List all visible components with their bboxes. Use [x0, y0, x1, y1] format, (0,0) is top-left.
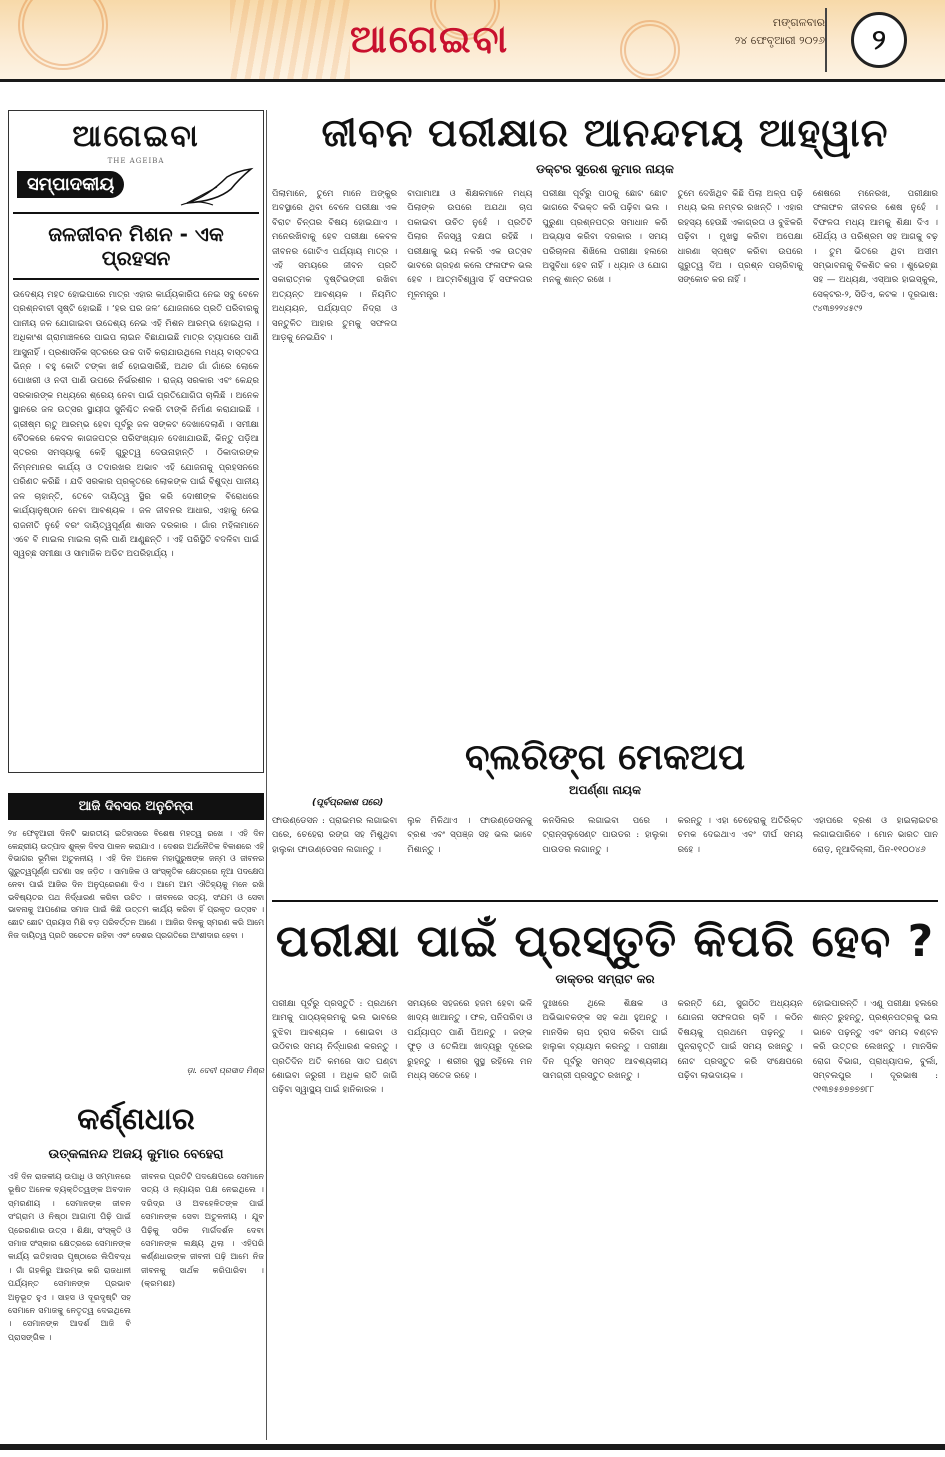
article-column: ଲୁକ ମିଳିଥାଏ । ଫାଉଣ୍ଡେସନକୁ ବ୍ରଶ ଏବଂ ସ୍ପଞ୍ଜ ସହ ଭଲ ଭାବେ ମିଶାନ୍ତୁ । [407, 816, 533, 855]
left-column [8, 110, 264, 1432]
article-author: ଡାକ୍ତର ସମ୍ରାଟ କର [555, 972, 655, 986]
article-columns [272, 187, 938, 707]
footer-rule [0, 1444, 945, 1450]
article-column: ଶେଷରେ ମନେରଖ, ପରୀକ୍ଷାର ଫଳାଫଳ ଜୀବନର ଶେଷ ନୁହେଁ । ବିଫଳତା ମଧ୍ୟ ଆମକୁ ଶିକ୍ଷା ଦିଏ । ଧୈର୍ଯ୍ୟ ଓ ପରିଶ୍ରମ ସହ ଆଗକୁ ବଢ଼ । ତୁମ ଭିତରେ ଥିବା ଅସୀମ ସମ୍ଭାବନାକୁ ବିକଶିତ କର । ଶୁଭେଚ୍ଛା ସହ — ଅଧ୍ୟକ୍ଷ, ଏସ୍‌ଆର ହାଇସ୍କୁଲ, ସେକ୍ଟର-୨, ସିଡିଏ, କଟକ । ଦୂରଭାଷ: ୯୪୩୭୨୨୪୫୯୨ [812, 189, 938, 315]
editorial-logo [13, 115, 259, 165]
karnadhar-column: ଏହି ଦିନ ରାଜକୀୟ ଉପାଧି ଓ ସମ୍ମାନରେ ଭୂଷିତ ଅନେକ ବ୍ୟକ୍ତିତ୍ୱଙ୍କ ଅବଦାନ ସ୍ମରଣୀୟ । ସେମାନଙ୍କ ଜୀବନ ସଂଗ୍ରାମ ଓ ନିଷ୍ଠା ଆଗାମୀ ପିଢ଼ି ପାଇଁ ପ୍ରେରଣାର ଉତ୍ସ । ଶିକ୍ଷା, ସଂସ୍କୃତି ଓ ସମାଜ ସଂସ୍କାର କ୍ଷେତ୍ରରେ ସେମାନଙ୍କ କାର୍ଯ୍ୟ ଇତିହାସର ପୃଷ୍ଠାରେ ଲିପିବଦ୍ଧ । ଗାଁ ଗହଳିରୁ ଆରମ୍ଭ କରି ରାଜଧାନୀ ପର୍ଯ୍ୟନ୍ତ ସେମାନଙ୍କ ପ୍ରଭାବ ଅନୁଭୂତ ହୁଏ । ସାହସ ଓ ଦୂରଦୃଷ୍ଟି ସହ ସେମାନେ ସମାଜକୁ ନେତୃତ୍ୱ ଦେଇଥିଲେ । ସେମାନଙ୍କ ଆଦର୍ଶ ଆଜି ବି ପ୍ରାସଙ୍ଗିକ । [8, 1171, 131, 1342]
mandala-decoration [18, 0, 108, 70]
karnadhar-title: କର୍ଣ୍ଣଧାର [77, 1102, 195, 1137]
quill-icon [177, 167, 257, 207]
daily-thought-byline: ଡ଼ା. ଦେବୀ ପ୍ରସାଦ ମିଶ୍ର [186, 1066, 264, 1075]
article-column: ବାପାମାଆ ଓ ଶିକ୍ଷକମାନେ ମଧ୍ୟ ପିଲାଙ୍କ ଉପରେ ଅଯଥା ଚାପ ପକାଇବା ଉଚିତ ନୁହେଁ । ପ୍ରତିଟି ପିଲାର ନିଜସ୍ୱ ଦକ୍ଷତା ରହିଛି । ପରୀକ୍ଷାକୁ ଭୟ ନକରି ଏକ ଉତ୍ସବ ଭାବରେ ଗ୍ରହଣ କଲେ ଫଳାଫଳ ଭଲ ହେବ । ଆତ୍ମବିଶ୍ୱାସ ହିଁ ସଫଳତାର ମୂଳମନ୍ତ୍ର । [407, 189, 533, 300]
editorial-box [8, 110, 264, 773]
karnadhar-column: ଜୀବନର ପ୍ରତିଟି ପଦକ୍ଷେପରେ ସେମାନେ ସତ୍ୟ ଓ ନ୍ୟାୟର ପକ୍ଷ ନେଇଥିଲେ । ଦରିଦ୍ର ଓ ଅବହେଳିତଙ୍କ ପାଇଁ ସେମାନଙ୍କ ସେବା ଅତୁଳନୀୟ । ଯୁବ ପିଢ଼ିକୁ ସଠିକ ମାର୍ଗଦର୍ଶନ ଦେବା ସେମାନଙ୍କ ଲକ୍ଷ୍ୟ ଥିଲା । ଏହିପରି କର୍ଣ୍ଣଧାରଙ୍କ ଜୀବନୀ ପଢ଼ି ଆମେ ନିଜ ଜୀବନକୁ ସାର୍ଥକ କରିପାରିବା । (କ୍ରମଶଃ) [141, 1171, 264, 1289]
karnadhar-author: ଉତ୍କଳାନନ୍ଦ ଅଜୟ କୁମାର ବେହେରା [48, 1147, 224, 1162]
continued-tag: (ପୂର୍ବପ୍ରକାଶ ପରେ) [312, 798, 384, 808]
editorial-logo-sub: THE AGEIBA [107, 157, 165, 165]
issue-date: ୨୪ ଫେବୃଆରୀ ୨୦୨୬ [734, 34, 825, 47]
article-column: ଫାଉଣ୍ଡେସନ : ପ୍ରାଇମର ଲଗାଇବା ପରେ, ଚେହେରା ରଙ୍ଗ ସହ ମିଶୁଥିବା ହାଲୁକା ଫାଉଣ୍ଡେସନ ଲଗାନ୍ତୁ । [272, 816, 398, 855]
article-headline: ଜୀବନ ପରୀକ୍ଷାର ଆନନ୍ଦମୟ ଆହ୍ୱାନ [321, 111, 889, 156]
article-author: ଅପର୍ଣ୍ଣା ନାୟକ [569, 783, 641, 797]
article-column: ଦୁଃଖରେ ଥିଲେ ଶିକ୍ଷକ ଓ ଅଭିଭାବକଙ୍କ ସହ କଥା ହୁଅନ୍ତୁ । ମାନସିକ ଚାପ ହ୍ରାସ କରିବା ପାଇଁ ହାଲୁକା ବ୍ୟାୟାମ କରନ୍ତୁ । ପରୀକ୍ଷା ଦିନ ପୂର୍ବରୁ ସମସ୍ତ ଆବଶ୍ୟକୀୟ ସାମଗ୍ରୀ ପ୍ରସ୍ତୁତ ରଖନ୍ତୁ । [542, 999, 668, 1082]
article-columns [272, 814, 938, 884]
rays-decoration [230, 0, 350, 82]
masthead-divider [825, 8, 827, 72]
editorial-label: ସମ୍ପାଦକୀୟ [17, 171, 124, 198]
article-column: ତୁମେ ଦେଖିଥିବ କିଛି ପିଲା ଅଳ୍ପ ପଢ଼ି ମଧ୍ୟ ଭଲ ନମ୍ବର ରଖନ୍ତି । ଏହାର ରହସ୍ୟ ହେଉଛି ଏକାଗ୍ରତା ଓ ବୁଝିକରି ପଢ଼ିବା । ମୁଖସ୍ଥ କରିବା ଅପେକ୍ଷା ଧାରଣା ସ୍ପଷ୍ଟ କରିବା ଉପରେ ଗୁରୁତ୍ୱ ଦିଅ । ପ୍ରଶ୍ନ ପଚାରିବାକୁ ସଙ୍କୋଚ କର ନାହିଁ । [677, 189, 803, 286]
weekday: ମଙ୍ଗଳବାର [772, 16, 825, 29]
article-life-exam [272, 110, 938, 707]
article-column: ଏହାପରେ ବ୍ରଶ ଓ ହାଇଲାଇଟର ଲଗାଇପାରିବେ । ମୋନ ଭାରତ ପାନ ରୋଡ଼, ନୂଆଦିଲ୍ଲୀ, ପିନ-୧୧୦୦୪୬ [812, 816, 938, 855]
article-author: ଡକ୍ଟର ସୁରେଶ କୁମାର ନାୟକ [536, 162, 674, 176]
column-divider [266, 110, 267, 1440]
article-column: ପରୀକ୍ଷା ପୂର୍ବରୁ ପାଠକୁ ଛୋଟ ଛୋଟ ଭାଗରେ ବିଭକ୍ତ କରି ପଢ଼ିବା ଭଲ । ପୁରୁଣା ପ୍ରଶ୍ନପତ୍ର ସମାଧାନ କରି ଅଭ୍ୟାସ କରିବା ଦରକାର । ସମୟ ପରିଚାଳନା ଶିଖିଲେ ପରୀକ୍ଷା ହଲରେ ଅସୁବିଧା ହେବ ନାହିଁ । ଧ୍ୟାନ ଓ ଯୋଗ ମନକୁ ଶାନ୍ତ ରଖେ । [542, 189, 668, 286]
article-column: କରନ୍ତି ଯେ, ସୁଗଠିତ ଅଧ୍ୟୟନ ଯୋଜନା ସଫଳତାର ଚାବି । କଠିନ ବିଷୟକୁ ପ୍ରଥମେ ପଢ଼ନ୍ତୁ । ପୁନରାବୃତ୍ତି ପାଇଁ ସମୟ ରଖନ୍ତୁ । ନୋଟ ପ୍ରସ୍ତୁତ କରି ସଂକ୍ଷେପରେ ପଢ଼ିବା ଲାଭଦାୟକ । [677, 999, 803, 1082]
article-column: କନସିଲର ଲଗାଇବା ପରେ । ଟ୍ରାନ୍ସଲୁସେଣ୍ଟ ପାଉଡର : ହାଲୁକା ପାଉଡର ଲଗାନ୍ତୁ । [542, 816, 668, 855]
article-column: ପିଲାମାନେ, ତୁମେ ମାନେ ଅଙ୍କୁର ଅବସ୍ଥାରେ ଥିବା ବେଳେ ପରୀକ୍ଷା ଏକ ବିରାଟ ଚିନ୍ତାର ବିଷୟ ହୋଇଯାଏ । ମନେରଖିବାକୁ ହେବ ପରୀକ୍ଷା କେବଳ ଜୀବନର ଗୋଟିଏ ପର୍ଯ୍ୟାୟ ମାତ୍ର । ଏହି ସମୟରେ ଜୀବନ ପ୍ରତି ସକାରାତ୍ମକ ଦୃଷ୍ଟିଭଙ୍ଗୀ ରଖିବା ଅତ୍ୟନ୍ତ ଆବଶ୍ୟକ । ନିୟମିତ ଅଧ୍ୟୟନ, ପର୍ଯ୍ୟାପ୍ତ ନିଦ୍ରା ଓ ସନ୍ତୁଳିତ ଆହାର ତୁମକୁ ସଫଳତା ଆଡ଼କୁ ନେଇଯିବ । [272, 189, 398, 344]
page-number: ୨ [851, 12, 907, 68]
article-column: ସମୟରେ ସହଜରେ ହଜମ ହେବା ଭଳି ଖାଦ୍ୟ ଖାଆନ୍ତୁ । ଫଳ, ପନିପରିବା ଓ ପର୍ଯ୍ୟାପ୍ତ ପାଣି ପିଅନ୍ତୁ । ଜଙ୍କ ଫୁଡ଼ ଓ ତେଲିଆ ଖାଦ୍ୟରୁ ଦୂରେଇ ରୁହନ୍ତୁ । ଶରୀର ସୁସ୍ଥ ରହିଲେ ମନ ମଧ୍ୟ ସତେଜ ରହେ । [407, 999, 533, 1082]
article-headline: ପରୀକ୍ଷା ପାଇଁ ପ୍ରସ୍ତୁତି କିପରି ହେବ ? [275, 916, 935, 967]
editorial-logo-text: ଆଗେଇବା [72, 119, 200, 154]
editorial-body: ଉଦେଶ୍ୟ ମହତ ହୋଇପାରେ ମାତ୍ର ଏହାର କାର୍ଯ୍ୟକାରିତା ନେଇ ସବୁ ବେଳେ ପ୍ରଶ୍ନବାଚୀ ସୃଷ୍ଟି ହୋଇଛି । ‘ହର ଘର ଜଳ’ ଯୋଜନାରେ ପ୍ରତି ପରିବାରକୁ ପାନୀୟ ଜଳ ଯୋଗାଇବା ଉଦ୍ଦେଶ୍ୟ ନେଇ ଏହି ମିଶନ ଆରମ୍ଭ ହୋଇଥିଲା । ଅଧିକାଂଶ ଗ୍ରାମାଞ୍ଚଳରେ ପାଇପ ଲାଇନ ବିଛାଯାଇଛି ମାତ୍ର ଟ୍ୟାପରେ ପାଣି ଆସୁନାହିଁ । ପ୍ରଶାସନିକ ସ୍ତରରେ ଉଚ୍ଚ ଦାବି କରାଯାଉଥିଲେ ମଧ୍ୟ ବାସ୍ତବତା ଭିନ୍ନ । ବହୁ କୋଟି ଟଙ୍କା ଖର୍ଚ୍ଚ ହୋଇସାରିଛି, ଅଥଚ ଗାଁ ଗାଁରେ ଲୋକେ ପୋଖରୀ ଓ ନଦୀ ପାଣି ଉପରେ ନିର୍ଭରଶୀଳ । ରାଜ୍ୟ ସରକାର ଏବଂ କେନ୍ଦ୍ର ସରକାରଙ୍କ ମଧ୍ୟରେ ଶ୍ରେୟ ନେବା ପାଇଁ ପ୍ରତିଯୋଗିତା ଚାଲିଛି । ଅନେକ ସ୍ଥାନରେ ଜଳ ଉତ୍ସର ସ୍ଥାୟୀତା ସୁନିଶ୍ଚିତ ନକରି ଟାଙ୍କି ନିର୍ମାଣ କରାଯାଇଛି । ଗ୍ରୀଷ୍ମ ଋତୁ ଆରମ୍ଭ ହେବା ପୂର୍ବରୁ ଜଳ ସଙ୍କଟ ଦେଖାଦେଲାଣି । ସମୀକ୍ଷା ବୈଠକରେ କେବଳ କାଗଜପତ୍ର ପରିସଂଖ୍ୟାନ ଦେଖାଯାଉଛି, କିନ୍ତୁ ପଡ଼ିଆ ସ୍ତରର ସମସ୍ୟାକୁ କେହି ଗୁରୁତ୍ୱ ଦେଉନାହାନ୍ତି । ଠିକାଦାରଙ୍କ ନିମ୍ନମାନର କାର୍ଯ୍ୟ ଓ ତଦାରଖର ଅଭାବ ଏହି ଯୋଜନାକୁ ପ୍ରହସନରେ ପରିଣତ କରିଛି । ଯଦି ସରକାର ପ୍ରକୃତରେ ଲୋକଙ୍କ ପାଇଁ ବିଶୁଦ୍ଧ ପାନୀୟ ଜଳ ଚାହାନ୍ତି, ତେବେ ଦାୟିତ୍ୱ ସ୍ଥିର କରି ଦୋଷୀଙ୍କ ବିରୋଧରେ କାର୍ଯ୍ୟାନୁଷ୍ଠାନ ନେବା ଆବଶ୍ୟକ । ଜଳ ଜୀବନର ଆଧାର, ଏହାକୁ ନେଇ ରାଜନୀତି ନୁହେଁ ବରଂ ଦାୟିତ୍ୱପୂର୍ଣ୍ଣ ଶାସନ ଦରକାର । ଗାଁର ମହିଳାମାନେ ଏବେ ବି ମାଇଲ ମାଇଲ ଚାଲି ପାଣି ଆଣୁଛନ୍ତି । ଏହି ପରିସ୍ଥିତି ବଦଳିବା ପାଇଁ ସ୍ୱଚ୍ଛ ସମୀକ୍ଷା ଓ ସାମାଜିକ ଅଡିଟ ଅପରିହାର୍ଯ୍ୟ । [13, 290, 259, 560]
mandala-decoration [620, 20, 680, 80]
article-headline: ବ୍ଲରିଙ୍ଗ ମେକଅପ [464, 737, 746, 778]
article-columns [272, 997, 938, 1457]
article-blurring-makeup [272, 737, 938, 884]
article-column: ହୋଇପାରନ୍ତି । ଏଣୁ ପରୀକ୍ଷା ହଲରେ ଶାନ୍ତ ରୁହନ୍ତୁ, ପ୍ରଶ୍ନପତ୍ରକୁ ଭଲ ଭାବେ ପଢ଼ନ୍ତୁ ଏବଂ ସମୟ ବଣ୍ଟନ କରି ଉତ୍ତର ଲେଖନ୍ତୁ । ମାନସିକ ରୋଗ ବିଭାଗ, ପ୍ରାଧ୍ୟାପକ, ବୁର୍ଲା, ସମ୍ବଲପୁର । ଦୂରଭାଷ : ୯୧୩୭୫୭୭୭୭୭୮୮ [812, 999, 938, 1096]
article-column: କରନ୍ତୁ । ଏହା ଚେହେରାକୁ ଅତିରିକ୍ତ ଚମକ ଦେଇଥାଏ ଏବଂ ଦୀର୍ଘ ସମୟ ରହେ । [677, 816, 803, 855]
section-rule [272, 900, 938, 902]
article-column: ପରୀକ୍ଷା ପୂର୍ବରୁ ପ୍ରସ୍ତୁତି : ପ୍ରଥମେ ଆମକୁ ପାଠ୍ୟକ୍ରମକୁ ଭଲ ଭାବରେ ବୁଝିବା ଆବଶ୍ୟକ । ଶୋଇବା ଓ ଉଠିବାର ସମୟ ନିର୍ଦ୍ଧାରଣ କରନ୍ତୁ । ପ୍ରତିଦିନ ଅତି କମରେ ସାତ ଘଣ୍ଟା ଶୋଇବା ଜରୁରୀ । ଅଧିକ ରାତି ଜାଗି ପଢ଼ିବା ସ୍ୱାସ୍ଥ୍ୟ ପାଇଁ ହାନିକାରକ । [272, 999, 398, 1096]
editorial-title: ଜଳଜୀବନ ମିଶନ - ଏକ ପ୍ରହସନ [13, 212, 259, 280]
main-column [272, 110, 938, 1457]
karnadhar-body [8, 1170, 264, 1432]
brand-logo: ଆଗେଇବା [350, 16, 510, 61]
article-exam-prep [272, 916, 938, 1457]
masthead [0, 0, 945, 82]
daily-thought-body: ୨୪ ଫେବୃଆରୀ ଦିନଟି ଭାରତୀୟ ଇତିହାସରେ ବିଶେଷ ମହତ୍ୱ ରଖେ । ଏହି ଦିନ କେନ୍ଦ୍ରୀୟ ଉତ୍ପାଦ ଶୁଳ୍କ ଦିବସ ପାଳନ କରାଯାଏ । ଦେଶର ଅର୍ଥନୈତିକ ବିକାଶରେ ଏହି ବିଭାଗର ଭୂମିକା ଅତୁଳନୀୟ । ଏହି ଦିନ ଅନେକ ମହାପୁରୁଷଙ୍କ ଜନ୍ମ ଓ ଜୀବନର ଗୁରୁତ୍ୱପୂର୍ଣ୍ଣ ଘଟଣା ସହ ଜଡ଼ିତ । ସାମାଜିକ ଓ ସାଂସ୍କୃତିକ କ୍ଷେତ୍ରରେ ନୂଆ ପଦକ୍ଷେପ ନେବା ପାଇଁ ଆଜିର ଦିନ ଅନୁପ୍ରେରଣା ଦିଏ । ଆମେ ଆମ ଐତିହ୍ୟକୁ ମନେ ରଖି ଭବିଷ୍ୟତର ପଥ ନିର୍ଦ୍ଧାରଣ କରିବା ଉଚିତ । ଜୀବନରେ ସତ୍ୟ, ସଂଯମ ଓ ସେବା ଭାବନାକୁ ଆପଣେଇ ସମାଜ ପାଇଁ କିଛି ଉତ୍ତମ କାର୍ଯ୍ୟ କରିବା ହିଁ ପ୍ରକୃତ ଉତ୍ସବ । ଛୋଟ ଛୋଟ ପ୍ରୟାସ ମିଶି ବଡ଼ ପରିବର୍ତ୍ତନ ଆଣେ । ଆଜିର ଦିନକୁ ସ୍ମରଣ କରି ଆମେ ନିଜ ଦାୟିତ୍ୱ ପ୍ରତି ସଚେତନ ରହିବା ଏବଂ ଦେଶର ପ୍ରଗତିରେ ଅଂଶୀଦାର ହେବା । [8, 829, 264, 940]
issue-meta [735, 14, 825, 50]
daily-thought-header: ଆଜି ଦିବସର ଅନୁଚିନ୍ତା [8, 793, 264, 820]
